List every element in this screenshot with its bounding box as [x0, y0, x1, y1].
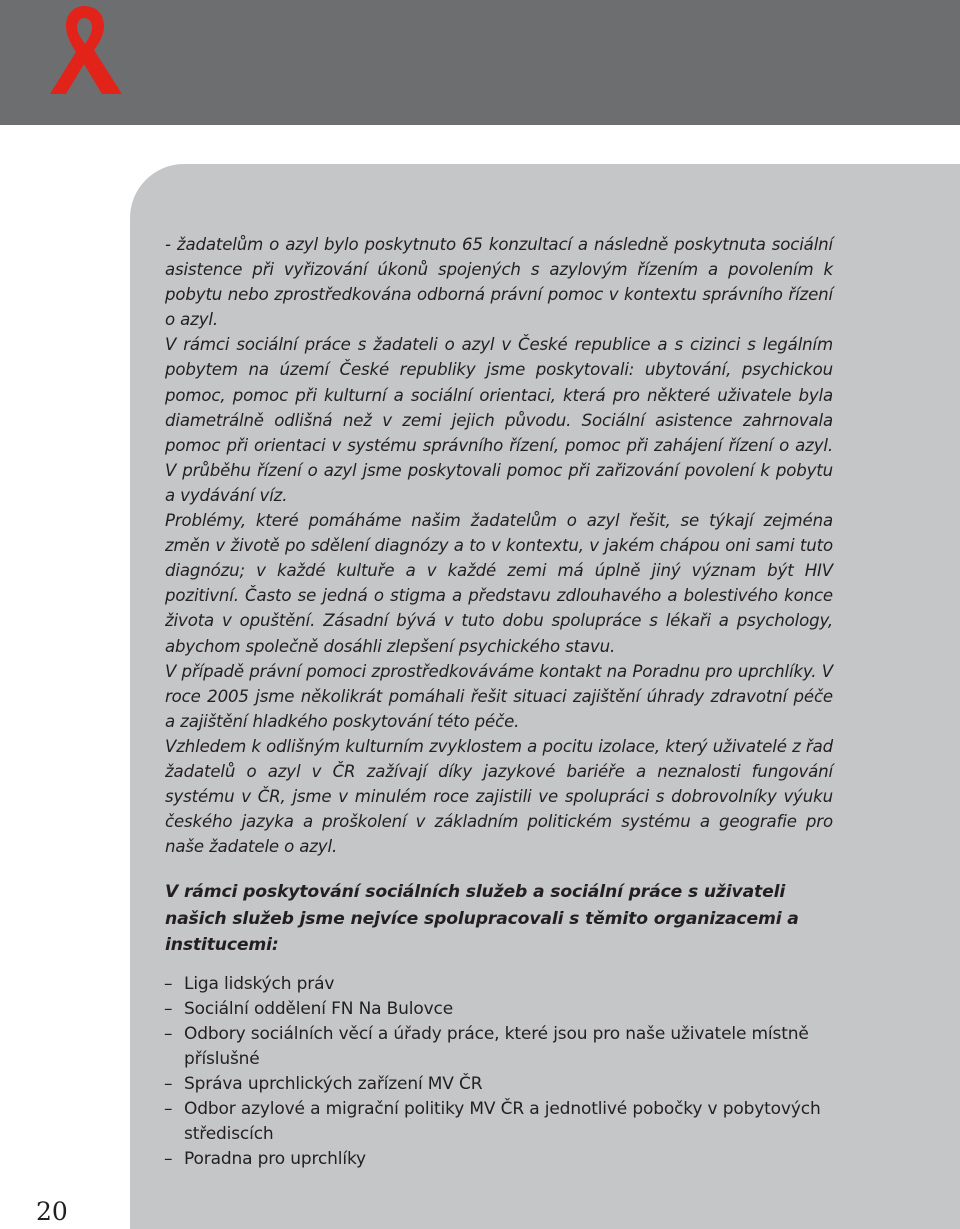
list-item [165, 1072, 833, 1097]
list-item-text: Liga lidských práv [184, 973, 335, 994]
dash-bullet: – [164, 1098, 173, 1119]
dash-bullet: – [164, 1073, 173, 1094]
organization-list [165, 972, 833, 1172]
list-item [165, 1022, 833, 1072]
list-item [165, 997, 833, 1022]
dash-bullet: – [164, 1148, 173, 1169]
page-number: 20 [36, 1197, 68, 1226]
page-content [165, 232, 833, 1172]
dash-bullet: – [164, 1023, 173, 1044]
paragraph-legal-help: V případě právní pomoci zprostředkováváme kontakt na Poradnu pro uprchlíky. V roce 2005 jsme několikrát pomáhali řešit situaci zajištění úhrady zdravotní péče a zajištění hladkého poskytování této péče. [165, 661, 833, 731]
header-band [0, 0, 960, 125]
list-item-text: Poradna pro uprchlíky [184, 1148, 366, 1169]
list-item-text: Odbor azylové a migrační politiky MV ČR a jednotlivé pobočky v pobytových střediscích [184, 1098, 821, 1144]
paragraph-social-work: V rámci sociální práce s žadateli o azyl v České republice a s cizinci s legálním pobytem na území České republiky jsme poskytovali: ubytování, psychickou pomoc, pomoc při kulturní a sociální orientaci, která pro některé uživatele byla diametrálně odlišná než v zemi jejich původu. Sociální asistence zahrnovala pomoc při orientaci v systému správního řízení, pomoc při zahájení řízení o azyl. V průběhu řízení o azyl jsme poskytovali pomoc při zařizování povolení k pobytu a vydávání víz. [165, 335, 833, 505]
dash-bullet: – [164, 998, 173, 1019]
list-item [165, 1097, 833, 1147]
list-item-text: Sociální oddělení FN Na Bulovce [184, 998, 454, 1019]
list-item-text: Správa uprchlických zařízení MV ČR [184, 1073, 483, 1094]
paragraph-language: Vzhledem k odlišným kulturním zvyklostem a pocitu izolace, který uživatelé z řad žadatelů o azyl v ČR zažívají díky jazykové bariéře a neznalosti fungování systému v ČR, jsme v minulém roce zajistili ve spolupráci s dobrovolníky výuku českého jazyka a proškolení v základním politickém systému a geografie pro naše žadatele o azyl. [165, 736, 833, 857]
list-item [165, 1147, 833, 1172]
dash-bullet: – [164, 973, 173, 994]
list-item-text: Odbory sociálních věcí a úřady práce, které jsou pro naše uživatele místně příslušné [184, 1023, 809, 1069]
list-item [165, 972, 833, 997]
red-ribbon-icon [44, 2, 128, 98]
paragraph-consultations: - žadatelům o azyl bylo poskytnuto 65 konzultací a následně poskytnuta sociální asistence při vyřizování úkonů spojených s azylovým řízením a povolením k pobytu nebo zprostředkována odborná právní pomoc v kontextu správního řízení o azyl. [165, 235, 833, 330]
section-heading: V rámci poskytování sociálních služeb a sociální práce s uživateli našich služeb jsme nejvíce spolupracovali s těmito organizacemi a institucemi: [165, 882, 799, 956]
paragraph-problems: Problémy, které pomáháme našim žadatelům o azyl řešit, se týkají zejména změn v životě po sdělení diagnózy a to v kontextu, v jakém chápou oni sami tuto diagnózu; v každé kultuře a v každé zemi má úplně jiný význam být HIV pozitivní. Často se jedná o stigma a představu zdlouhavého a bolestivého konce života v opuštění. Zásadní bývá v tuto dobu spolupráce s lékaři a psychology, abychom společně dosáhli zlepšení psychického stavu. [165, 511, 833, 656]
